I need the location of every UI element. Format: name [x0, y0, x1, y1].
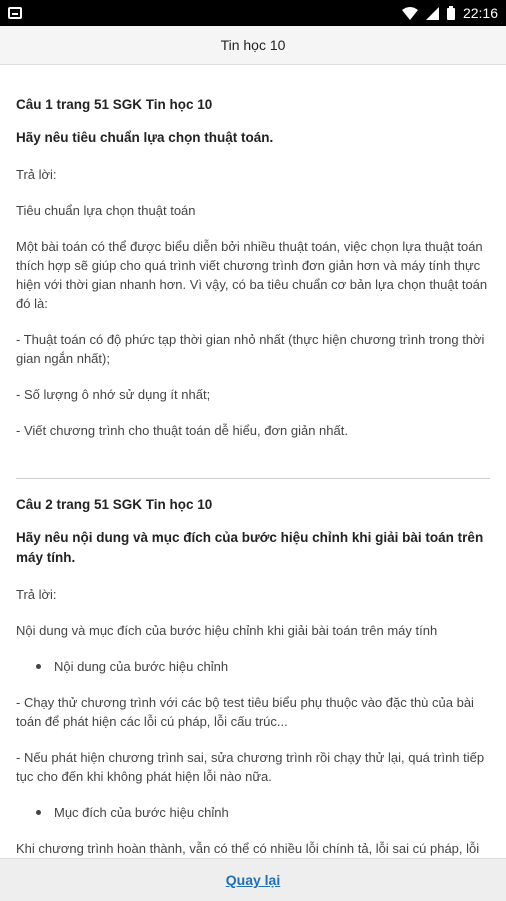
status-bar: [0, 0, 506, 26]
article-content[interactable]: [0, 65, 506, 858]
question-2-answer-label: Trả lời:: [16, 587, 57, 602]
question-2-content-item: - Chạy thử chương trình với các bộ test tiêu biểu phụ thuộc vào đặc thù của bài toán để phát hiện các lỗi cú pháp, lỗi cấu trúc...: [16, 695, 474, 729]
question-2-answer-heading: Nội dung và mục đích của bước hiệu chỉnh khi giải bài toán trên máy tính: [16, 623, 438, 638]
question-1-title: Câu 1 trang 51 SGK Tin học 10: [16, 97, 213, 112]
app-bar: [0, 26, 506, 65]
battery-icon: [447, 6, 455, 20]
bullet-purpose-label: Mục đích của bước hiệu chỉnh: [54, 805, 229, 820]
question-2-purpose-text: Khi chương trình hoàn thành, vẫn có thể có nhiều lỗi chính tả, lỗi sai cú pháp, lỗi: [16, 841, 480, 856]
question-1-answer-label: Trả lời:: [16, 167, 57, 182]
question-1-item: - Viết chương trình cho thuật toán dễ hiểu, đơn giản nhất.: [16, 423, 348, 438]
signal-icon: [426, 7, 439, 20]
bullet-dot: [36, 664, 41, 669]
question-2-text: Hãy nêu nội dung và mục đích của bước hiệu chỉnh khi giải bài toán trên máy tính.: [16, 530, 484, 565]
back-link[interactable]: Quay lại: [225, 872, 281, 888]
question-1-item: - Thuật toán có độ phức tạp thời gian nhỏ nhất (thực hiện chương trình trong thời gian ngắn nhất);: [16, 332, 485, 366]
question-1-answer-heading: Tiêu chuẩn lựa chọn thuật toán: [16, 203, 196, 218]
page-title: Tin học 10: [220, 37, 286, 53]
notification-icon: [8, 7, 22, 19]
bullet-dot: [36, 810, 41, 815]
bullet-content-label: Nội dung của bước hiệu chỉnh: [54, 659, 229, 674]
bullet-item: [16, 657, 490, 676]
clock: 22:16: [462, 5, 498, 21]
question-1-item: - Số lượng ô nhớ sử dụng ít nhất;: [16, 387, 211, 402]
bottom-bar: [0, 858, 506, 901]
bullet-item: [16, 803, 490, 822]
question-1-intro: Một bài toán có thể được biểu diễn bởi nhiều thuật toán, việc chọn lựa thuật toán thích hợp sẽ giúp cho quá trình viết chương trình đơn giản hơn và máy tính thực hiện với thời gian nhanh hơn. Vì vậy, có ba tiêu chuẩn cơ bản lựa chọn thuật toán đó là:: [16, 239, 488, 311]
wifi-icon: [402, 7, 418, 20]
question-1-text: Hãy nêu tiêu chuẩn lựa chọn thuật toán.: [16, 130, 274, 145]
question-2-content-item: - Nếu phát hiện chương trình sai, sửa chương trình rồi chạy thử lại, quá trình tiếp tục cho đến khi không phát hiện lỗi nào nữa.: [16, 750, 485, 784]
question-2-title: Câu 2 trang 51 SGK Tin học 10: [16, 497, 213, 512]
